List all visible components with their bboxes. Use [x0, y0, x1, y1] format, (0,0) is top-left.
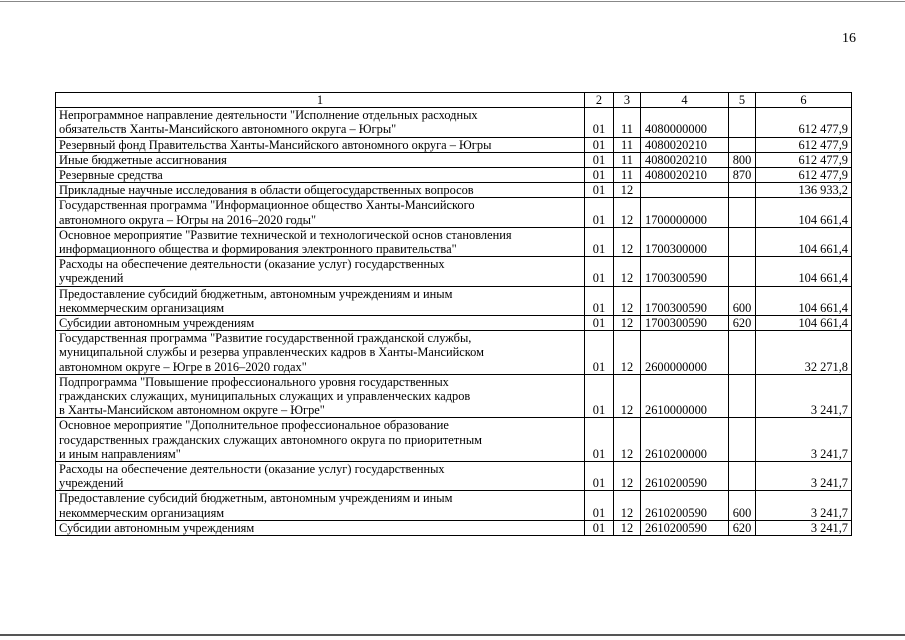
- target-article-cell: 2610200000: [641, 418, 729, 462]
- amount-cell: 32 271,8: [756, 331, 852, 375]
- header-cell-1: 1: [56, 93, 585, 108]
- row-name-cell: Подпрограмма "Повышение профессионального уровня государственных гражданских служащих, муниципальных служащих и управленческих кадров в Ханты-Мансийском автономном округе – Югре": [56, 374, 585, 418]
- expense-type-cell: 620: [729, 520, 756, 535]
- subsection-code-cell: 11: [614, 152, 641, 167]
- target-article-cell: 1700000000: [641, 198, 729, 227]
- subsection-code-cell: 12: [614, 418, 641, 462]
- amount-cell: 136 933,2: [756, 183, 852, 198]
- row-name-cell: Предоставление субсидий бюджетным, автономным учреждениям и иным некоммерческим организациям: [56, 491, 585, 520]
- subsection-code-cell: 12: [614, 462, 641, 491]
- row-name-cell: Резервный фонд Правительства Ханты-Мансийского автономного округа – Югры: [56, 137, 585, 152]
- expense-type-cell: 620: [729, 316, 756, 331]
- subsection-code-cell: 12: [614, 183, 641, 198]
- expense-type-cell: [729, 198, 756, 227]
- section-code-cell: 01: [585, 374, 614, 418]
- target-article-cell: 1700300000: [641, 227, 729, 256]
- expense-type-cell: [729, 227, 756, 256]
- amount-cell: 3 241,7: [756, 520, 852, 535]
- target-article-cell: 1700300590: [641, 257, 729, 286]
- section-code-cell: 01: [585, 108, 614, 137]
- amount-cell: 3 241,7: [756, 374, 852, 418]
- row-name-cell: Расходы на обеспечение деятельности (оказание услуг) государственных учреждений: [56, 462, 585, 491]
- table-row: [56, 462, 852, 491]
- section-code-cell: 01: [585, 257, 614, 286]
- section-code-cell: 01: [585, 137, 614, 152]
- amount-cell: 3 241,7: [756, 462, 852, 491]
- expense-type-cell: [729, 137, 756, 152]
- table-row: [56, 183, 852, 198]
- subsection-code-cell: 12: [614, 331, 641, 375]
- row-name-cell: Основное мероприятие "Развитие технической и технологической основ становления информационного общества и формирования электронного правительства": [56, 227, 585, 256]
- table-row: [56, 286, 852, 315]
- amount-cell: 612 477,9: [756, 152, 852, 167]
- expense-type-cell: [729, 108, 756, 137]
- page-number: 16: [842, 31, 856, 46]
- section-code-cell: 01: [585, 331, 614, 375]
- table-row: [56, 227, 852, 256]
- subsection-code-cell: 12: [614, 520, 641, 535]
- expense-type-cell: 600: [729, 491, 756, 520]
- expense-type-cell: 800: [729, 152, 756, 167]
- amount-cell: 3 241,7: [756, 418, 852, 462]
- table-row: [56, 257, 852, 286]
- table-row: [56, 137, 852, 152]
- amount-cell: 104 661,4: [756, 257, 852, 286]
- section-code-cell: 01: [585, 418, 614, 462]
- section-code-cell: 01: [585, 198, 614, 227]
- target-article-cell: 1700300590: [641, 286, 729, 315]
- target-article-cell: 4080000000: [641, 108, 729, 137]
- table-row: [56, 168, 852, 183]
- target-article-cell: 2610000000: [641, 374, 729, 418]
- header-cell-5: 5: [729, 93, 756, 108]
- target-article-cell: 2610200590: [641, 462, 729, 491]
- table-row: [56, 520, 852, 535]
- table-row: [56, 418, 852, 462]
- target-article-cell: 2610200590: [641, 491, 729, 520]
- row-name-cell: Субсидии автономным учреждениям: [56, 316, 585, 331]
- subsection-code-cell: 12: [614, 374, 641, 418]
- table-row: [56, 152, 852, 167]
- amount-cell: 104 661,4: [756, 227, 852, 256]
- expense-type-cell: [729, 257, 756, 286]
- row-name-cell: Государственная программа "Информационное общество Ханты-Мансийского автономного округа – Югры на 2016–2020 годы": [56, 198, 585, 227]
- subsection-code-cell: 12: [614, 227, 641, 256]
- subsection-code-cell: 12: [614, 198, 641, 227]
- section-code-cell: 01: [585, 491, 614, 520]
- amount-cell: 612 477,9: [756, 168, 852, 183]
- subsection-code-cell: 12: [614, 286, 641, 315]
- top-scan-edge: [0, 1, 905, 2]
- budget-table: [55, 92, 852, 536]
- subsection-code-cell: 11: [614, 168, 641, 183]
- header-cell-4: 4: [641, 93, 729, 108]
- header-cell-2: 2: [585, 93, 614, 108]
- table-body: [56, 93, 852, 536]
- target-article-cell: 2600000000: [641, 331, 729, 375]
- row-name-cell: Основное мероприятие "Дополнительное профессиональное образование государственных гражданских служащих автономного округа по приоритетным и иным направлениям": [56, 418, 585, 462]
- row-name-cell: Резервные средства: [56, 168, 585, 183]
- target-article-cell: 4080020210: [641, 168, 729, 183]
- section-code-cell: 01: [585, 227, 614, 256]
- expense-type-cell: [729, 374, 756, 418]
- section-code-cell: 01: [585, 462, 614, 491]
- section-code-cell: 01: [585, 168, 614, 183]
- expense-type-cell: [729, 331, 756, 375]
- expense-type-cell: 870: [729, 168, 756, 183]
- target-article-cell: 4080020210: [641, 152, 729, 167]
- expense-type-cell: 600: [729, 286, 756, 315]
- amount-cell: 3 241,7: [756, 491, 852, 520]
- row-name-cell: Государственная программа "Развитие государственной гражданской службы, муниципальной службы и резерва управленческих кадров в Ханты-Мансийском автономном округе – Югре в 2016–2020 годах": [56, 331, 585, 375]
- table-row: [56, 108, 852, 137]
- subsection-code-cell: 12: [614, 316, 641, 331]
- header-cell-6: 6: [756, 93, 852, 108]
- header-cell-3: 3: [614, 93, 641, 108]
- table-row: [56, 374, 852, 418]
- row-name-cell: Предоставление субсидий бюджетным, автономным учреждениям и иным некоммерческим организациям: [56, 286, 585, 315]
- amount-cell: 104 661,4: [756, 198, 852, 227]
- target-article-cell: 2610200590: [641, 520, 729, 535]
- amount-cell: 104 661,4: [756, 286, 852, 315]
- table-row: [56, 491, 852, 520]
- target-article-cell: 1700300590: [641, 316, 729, 331]
- subsection-code-cell: 12: [614, 257, 641, 286]
- row-name-cell: Иные бюджетные ассигнования: [56, 152, 585, 167]
- subsection-code-cell: 12: [614, 491, 641, 520]
- bottom-scan-edge: [0, 634, 905, 636]
- section-code-cell: 01: [585, 152, 614, 167]
- subsection-code-cell: 11: [614, 137, 641, 152]
- section-code-cell: 01: [585, 316, 614, 331]
- table-row: [56, 331, 852, 375]
- header-row: [56, 93, 852, 108]
- section-code-cell: 01: [585, 286, 614, 315]
- subsection-code-cell: 11: [614, 108, 641, 137]
- row-name-cell: Непрограммное направление деятельности "Исполнение отдельных расходных обязательств Ханты-Мансийского автономного округа – Югры": [56, 108, 585, 137]
- amount-cell: 612 477,9: [756, 137, 852, 152]
- expense-type-cell: [729, 418, 756, 462]
- table-row: [56, 198, 852, 227]
- target-article-cell: 4080020210: [641, 137, 729, 152]
- row-name-cell: Прикладные научные исследования в области общегосударственных вопросов: [56, 183, 585, 198]
- amount-cell: 104 661,4: [756, 316, 852, 331]
- table-row: [56, 316, 852, 331]
- target-article-cell: [641, 183, 729, 198]
- expense-type-cell: [729, 183, 756, 198]
- expense-type-cell: [729, 462, 756, 491]
- row-name-cell: Субсидии автономным учреждениям: [56, 520, 585, 535]
- section-code-cell: 01: [585, 520, 614, 535]
- row-name-cell: Расходы на обеспечение деятельности (оказание услуг) государственных учреждений: [56, 257, 585, 286]
- amount-cell: 612 477,9: [756, 108, 852, 137]
- section-code-cell: 01: [585, 183, 614, 198]
